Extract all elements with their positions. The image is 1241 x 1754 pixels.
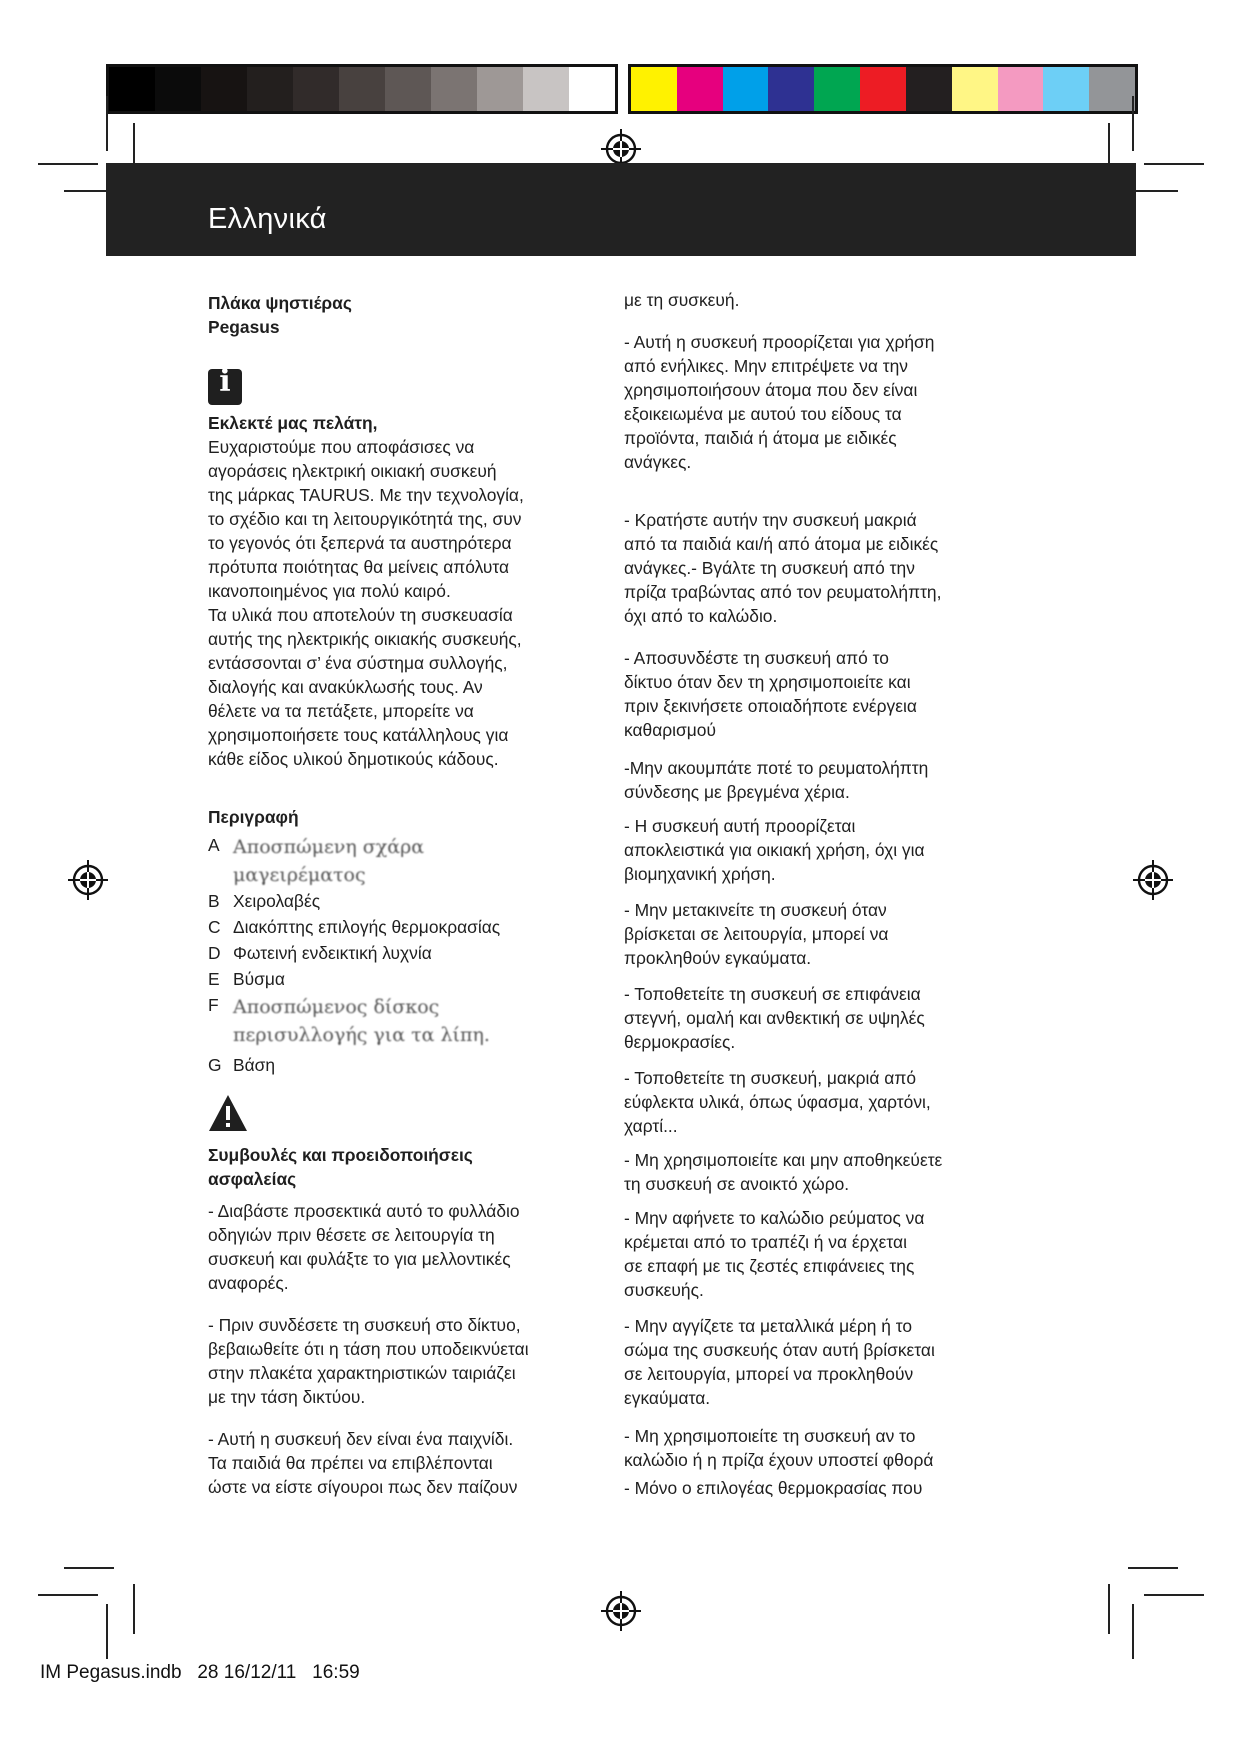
crop-mark [64, 1567, 114, 1569]
safety-paragraph [624, 1314, 1024, 1410]
color-swatch [523, 67, 569, 111]
page-title: Ελληνικά [208, 203, 327, 235]
text-line: καθαρισμού [624, 720, 716, 740]
text-line: τη συσκευή σε ανοικτό χώρο. [624, 1174, 850, 1194]
text-line: προκληθούν εγκαύματα. [624, 948, 812, 968]
text-line: κρέμεται από το τραπέζι ή να έρχεται [624, 1232, 907, 1252]
text-line: - Μη χρησιμοποιείτε τη συσκευή αν το [624, 1426, 916, 1446]
safety-paragraph [624, 814, 1024, 886]
text-line: διαλογής και ανακύκλωσής τους. Αν [208, 677, 483, 697]
text-line: - Αυτή η συσκευή δεν είναι ένα παιχνίδι. [208, 1429, 514, 1449]
text-line: - Μην μετακινείτε τη συσκευή όταν [624, 900, 887, 920]
safety-paragraph [624, 288, 1024, 312]
safety-paragraph [624, 898, 1024, 970]
text-line: βιομηχανική χρήση. [624, 864, 776, 884]
text-line: το γεγονός ότι ξεπερνά τα αυστηρότερα [208, 533, 512, 553]
crop-mark [1128, 1567, 1178, 1569]
text-line: το σχέδιο και τη λειτουργικότητά της, συν [208, 509, 522, 529]
text-line: της μάρκας TAURUS. Με την τεχνολογία, [208, 485, 524, 505]
crop-mark [1108, 1584, 1110, 1634]
text-line: εντάσσονται σ’ ένα σύστημα συλλογής, [208, 653, 508, 673]
color-swatch [860, 67, 906, 111]
text-line: πρότυπα ποιότητας θα μείνεις απόλυτα [208, 557, 510, 577]
text-line: βεβαιωθείτε ότι η τάση που υποδεικνύεται [208, 1339, 529, 1359]
color-swatch [247, 67, 293, 111]
text-line: ικανοποιημένος για πολύ καιρό. [208, 581, 451, 601]
footer-slug: IM Pegasus.indb 28 16/12/11 16:59 [40, 1662, 360, 1683]
text-line: - Μην αγγίζετε τα μεταλλικά μέρη ή το [624, 1316, 913, 1336]
safety-paragraph [624, 756, 1024, 804]
text-line: στεγνή, ομαλή και ανθεκτική σε υψηλές [624, 1008, 925, 1028]
text-line: πρίζα τραβώντας από τον ρευματολήπτη, [624, 582, 942, 602]
registration-mark-icon [601, 1591, 641, 1631]
description-heading: Περιγραφή [208, 807, 299, 827]
text-line: ώστε να είστε σίγουροι πως δεν παίζουν [208, 1477, 518, 1497]
left-column [208, 291, 578, 1499]
color-swatch [1089, 67, 1135, 111]
crop-mark [1132, 96, 1134, 151]
color-swatch [201, 67, 247, 111]
text-line: σε λειτουργία, μπορεί να προκληθούν [624, 1364, 914, 1384]
text-line: - Μην αφήνετε το καλώδιο ρεύματος να [624, 1208, 925, 1228]
text-line: αναφορές. [208, 1273, 289, 1293]
text-line: συσκευής. [624, 1280, 704, 1300]
right-column [624, 288, 1024, 1500]
text-line: σε επαφή με τις ζεστές επιφάνειες της [624, 1256, 915, 1276]
safety-paragraph [624, 1148, 1024, 1196]
intro-paragraph [208, 435, 578, 771]
safety-paragraph [624, 330, 1024, 474]
color-swatch [293, 67, 339, 111]
safety-paragraph [208, 1313, 578, 1409]
text-line: Τα υλικά που αποτελούν τη συσκευασία [208, 605, 513, 625]
text-line: ανάγκες.- Βγάλτε τη συσκευή από την [624, 558, 915, 578]
item-letter: B [208, 891, 220, 911]
text-line: όχι από το καλώδιο. [624, 606, 778, 626]
warning-icon [208, 1093, 248, 1133]
color-swatch [109, 67, 155, 111]
text-line: πριν ξεκινήσετε οποιαδήποτε ενέργεια [624, 696, 917, 716]
text-line: από ενήλικες. Μην επιτρέψετε να την [624, 356, 908, 376]
description-item [208, 941, 578, 965]
item-text: περισυλλογής για τα λίπη. [233, 1024, 490, 1046]
text-line: καλώδιο ή η πρίζα έχουν υποστεί φθορά [624, 1450, 934, 1470]
crop-mark [38, 163, 98, 165]
description-item [208, 889, 578, 913]
text-line: εγκαύματα. [624, 1388, 711, 1408]
text-line: ανάγκες. [624, 452, 692, 472]
item-text: Διακόπτης επιλογής θερμοκρασίας [233, 917, 501, 937]
text-line: χρησιμοποιήσουν άτομα που δεν είναι [624, 380, 918, 400]
description-item-a [208, 833, 578, 889]
color-swatch [431, 67, 477, 111]
text-line: σύνδεσης με βρεγμένα χέρια. [624, 782, 850, 802]
description-list [208, 889, 578, 991]
safety-paragraph [208, 1427, 578, 1499]
text-line: εύφλεκτα υλικά, όπως ύφασμα, χαρτόνι, [624, 1092, 931, 1112]
crop-mark [38, 1594, 98, 1596]
description-item-f [208, 993, 578, 1049]
item-letter: D [208, 943, 221, 963]
text-line: Τα παιδιά θα πρέπει να επιβλέπονται [208, 1453, 493, 1473]
text-line: - Μη χρησιμοποιείτε και μην αποθηκεύετε [624, 1150, 943, 1170]
safety-heading: Συμβουλές και προειδοποιήσεις [208, 1145, 473, 1165]
item-text: μαγειρέματος [233, 864, 366, 886]
color-swatch [768, 67, 814, 111]
item-text: Αποσπώμενη σχάρα [233, 836, 425, 858]
text-line: Ευχαριστούμε που αποφάσισες να [208, 437, 475, 457]
product-title: Πλάκα ψηστιέρας [208, 293, 352, 313]
item-text: Βάση [233, 1055, 276, 1075]
text-line: - Πριν συνδέσετε τη συσκευή στο δίκτυο, [208, 1315, 521, 1335]
greeting: Εκλεκτέ μας πελάτη, [208, 413, 378, 433]
color-swatch [952, 67, 998, 111]
safety-paragraph [624, 1206, 1024, 1302]
safety-paragraph [208, 1199, 578, 1295]
text-line: δίκτυο όταν δεν τη χρησιμοποιείτε και [624, 672, 911, 692]
item-text: Αποσπώμενος δίσκος [233, 996, 440, 1018]
safety-paragraph [624, 646, 1024, 742]
crop-mark [106, 1604, 108, 1659]
color-swatch [631, 67, 677, 111]
color-swatch [569, 67, 615, 111]
description-item [208, 915, 578, 939]
text-line: θέλετε να τα πετάξετε, μπορείτε να [208, 701, 474, 721]
crop-mark [1144, 1594, 1204, 1596]
item-letter: C [208, 917, 221, 937]
description-item [208, 967, 578, 991]
safety-paragraph [624, 1066, 1024, 1138]
text-line: σώμα της συσκευής όταν αυτή βρίσκεται [624, 1340, 935, 1360]
text-line: χαρτί... [624, 1116, 678, 1136]
color-swatch [339, 67, 385, 111]
safety-paragraph [624, 1424, 1024, 1472]
info-icon [208, 369, 242, 405]
text-line: - Αυτή η συσκευή προορίζεται για χρήση [624, 332, 935, 352]
safety-heading-cont: ασφαλείας [208, 1169, 297, 1189]
color-swatch [723, 67, 769, 111]
color-swatch [998, 67, 1044, 111]
safety-paragraph [624, 508, 1024, 628]
registration-mark-icon [68, 860, 108, 900]
text-line: - Αποσυνδέστε τη συσκευή από το [624, 648, 889, 668]
text-line: προϊόντα, παιδιά ή άτομα με ειδικές [624, 428, 897, 448]
color-swatch [385, 67, 431, 111]
text-line: - Η συσκευή αυτή προορίζεται [624, 816, 856, 836]
item-letter: G [208, 1055, 222, 1075]
registration-mark-icon [1133, 860, 1173, 900]
text-line: - Τοποθετείτε τη συσκευή σε επιφάνεια [624, 984, 921, 1004]
item-text: Βύσμα [233, 969, 285, 989]
text-line: - Τοποθετείτε τη συσκευή, μακριά από [624, 1068, 917, 1088]
item-letter: F [208, 995, 219, 1015]
text-line: από τα παιδιά και/ή από άτομα με ειδικές [624, 534, 939, 554]
text-line: αποκλειστικά για οικιακή χρήση, όχι για [624, 840, 925, 860]
text-line: - Κρατήστε αυτήν την συσκευή μακριά [624, 510, 917, 530]
text-line: εξοικειωμένα με αυτού του είδους τα [624, 404, 902, 424]
crop-mark [1132, 1604, 1134, 1659]
item-letter: A [208, 835, 220, 855]
text-line: με την τάση δικτύου. [208, 1387, 366, 1407]
crop-mark [133, 1584, 135, 1634]
text-line: - Διαβάστε προσεκτικά αυτό το φυλλάδιο [208, 1201, 520, 1221]
description-item-g [208, 1053, 578, 1077]
text-line: συσκευή και φυλάξτε το για μελλοντικές [208, 1249, 511, 1269]
item-letter: E [208, 969, 220, 989]
item-text: Χειρολαβές [233, 891, 321, 911]
item-text: Φωτεινή ενδεικτική λυχνία [233, 943, 432, 963]
text-line: - Μόνο ο επιλογέας θερμοκρασίας που [624, 1478, 923, 1498]
crop-mark [106, 96, 108, 151]
text-line: θερμοκρασίες. [624, 1032, 736, 1052]
color-bar [628, 64, 1138, 114]
product-model: Pegasus [208, 317, 280, 337]
color-swatch [155, 67, 201, 111]
color-swatch [1043, 67, 1089, 111]
text-line: αγοράσεις ηλεκτρική οικιακή συσκευή [208, 461, 497, 481]
color-swatch [906, 67, 952, 111]
text-line: χρησιμοποιήσετε τους κατάλληλους για [208, 725, 509, 745]
safety-paragraph [624, 1476, 1024, 1500]
text-line: με τη συσκευή. [624, 290, 740, 310]
text-line: οδηγιών πριν θέσετε σε λειτουργία τη [208, 1225, 495, 1245]
text-line: βρίσκεται σε λειτουργία, μπορεί να [624, 924, 889, 944]
crop-mark [1144, 163, 1204, 165]
color-swatch [477, 67, 523, 111]
grayscale-bar [106, 64, 618, 114]
safety-paragraph [624, 982, 1024, 1054]
text-line: κάθε είδος υλικού δημοτικούς κάδους. [208, 749, 499, 769]
color-swatch [677, 67, 723, 111]
color-swatch [814, 67, 860, 111]
text-line: αυτής της ηλεκτρικής οικιακής συσκευής, [208, 629, 522, 649]
text-line: -Μην ακουμπάτε ποτέ το ρευματολήπτη [624, 758, 929, 778]
text-line: στην πλακέτα χαρακτηριστικών ταιριάζει [208, 1363, 516, 1383]
